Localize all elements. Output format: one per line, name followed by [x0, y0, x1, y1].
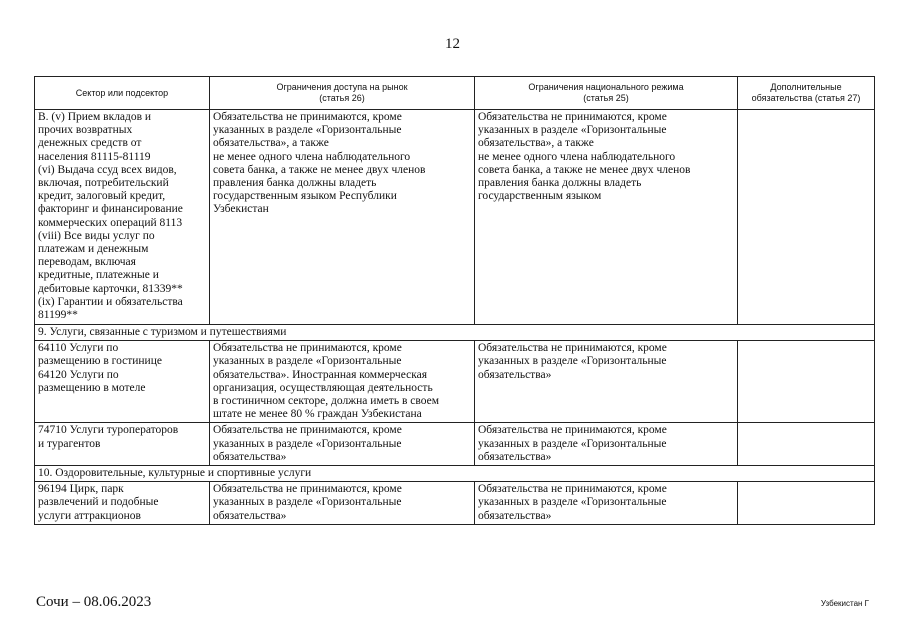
- text-line: кредит, залоговый кредит,: [38, 190, 166, 203]
- additional-cell: [738, 110, 875, 325]
- text-line: указанных в разделе «Горизонтальные: [213, 355, 402, 368]
- section-heading-row: [35, 466, 875, 482]
- text-line: денежных средств от: [38, 137, 142, 150]
- text-line: Ограничения доступа на рынок: [276, 82, 408, 92]
- text-line: обязательства»: [213, 509, 287, 522]
- sector-cell: [35, 110, 210, 325]
- text-line: совета банка, а также не менее двух членов: [478, 163, 691, 176]
- text-line: услуги аттракционов: [38, 509, 141, 522]
- text-line: государственным языком: [478, 190, 602, 203]
- text-line: 81199**: [38, 309, 78, 322]
- text-line: 64120 Услуги по: [38, 368, 119, 381]
- market-access-cell: [210, 423, 475, 466]
- text-line: указанных в разделе «Горизонтальные: [213, 124, 402, 137]
- text-line: Обязательства не принимаются, кроме: [213, 483, 402, 496]
- text-line: (ix) Гарантии и обязательства: [38, 295, 183, 308]
- national-treatment-cell: [475, 423, 738, 466]
- text-line: кредитные, платежные и: [38, 269, 159, 282]
- text-line: включая, потребительский: [38, 177, 169, 190]
- text-line: Сектор или подсектор: [75, 87, 169, 98]
- header-market-access: [210, 77, 475, 110]
- text-line: Обязательства не принимаются, кроме: [478, 483, 667, 496]
- text-line: развлечений и подобные: [38, 496, 159, 509]
- market-access-cell: [210, 110, 475, 325]
- market-access-cell: [210, 341, 475, 423]
- section-heading: 10. Оздоровительные, культурные и спортивные услуги: [35, 466, 875, 482]
- text-line: совета банка, а также не менее двух членов: [213, 163, 426, 176]
- text-line: Обязательства не принимаются, кроме: [478, 342, 667, 355]
- commitments-table: [34, 76, 875, 525]
- additional-cell: [738, 341, 875, 423]
- text-line: организация, осуществляющая деятельность: [213, 381, 433, 394]
- text-line: не менее одного члена наблюдательного: [478, 150, 676, 163]
- text-line: размещению в мотеле: [38, 381, 146, 394]
- text-line: обязательства», а также: [213, 137, 329, 150]
- text-line: Ограничения национального режима: [528, 82, 684, 92]
- text-line: (viii) Все виды услуг по: [38, 229, 155, 242]
- page-number: 12: [445, 36, 460, 52]
- text-line: переводам, включая: [38, 256, 136, 269]
- table-header-row: [35, 77, 875, 110]
- sector-cell: [35, 341, 210, 423]
- header-national-treatment: [475, 77, 738, 110]
- table-row: [35, 482, 875, 525]
- text-line: платежам и денежным: [38, 243, 149, 256]
- text-line: правления банка должны владеть: [213, 177, 377, 190]
- text-line: указанных в разделе «Горизонтальные: [478, 496, 667, 509]
- market-access-cell: [210, 482, 475, 525]
- national-treatment-cell: [475, 482, 738, 525]
- text-line: обязательства». Иностранная коммерческая: [213, 368, 428, 381]
- header-sector: [35, 77, 210, 110]
- text-line: и турагентов: [38, 437, 101, 450]
- national-treatment-cell: [475, 110, 738, 325]
- additional-cell: [738, 482, 875, 525]
- text-line: обязательства»: [213, 450, 287, 463]
- table-row: [35, 110, 875, 325]
- national-treatment-cell: [475, 341, 738, 423]
- sector-cell: [35, 482, 210, 525]
- text-line: правления банка должны владеть: [478, 177, 642, 190]
- text-line: Обязательства не принимаются, кроме: [213, 424, 402, 437]
- text-line: указанных в разделе «Горизонтальные: [478, 355, 667, 368]
- text-line: указанных в разделе «Горизонтальные: [478, 437, 667, 450]
- text-line: указанных в разделе «Горизонтальные: [213, 437, 402, 450]
- footer-document-id: Узбекистан Г: [820, 599, 869, 608]
- header-additional-commitments: [738, 77, 875, 110]
- text-line: В. (v) Прием вкладов и: [38, 111, 152, 123]
- text-line: в гостиничном секторе, должна иметь в своем: [213, 395, 439, 408]
- section-heading: 9. Услуги, связанные с туризмом и путешествиями: [35, 325, 875, 341]
- text-line: размещению в гостинице: [38, 355, 162, 368]
- text-line: Узбекистан: [213, 203, 269, 216]
- text-line: прочих возвратных: [38, 124, 133, 137]
- text-line: обязательства (статья 27): [751, 93, 861, 103]
- text-line: указанных в разделе «Горизонтальные: [478, 124, 667, 137]
- text-line: коммерческих операций 8113: [38, 216, 183, 229]
- text-line: обязательства», а также: [478, 137, 594, 150]
- footer-place-date: Сочи – 08.06.2023: [36, 594, 152, 610]
- text-line: (статья 26): [319, 93, 365, 103]
- text-line: (статья 25): [583, 93, 629, 103]
- text-line: обязательства»: [478, 450, 552, 463]
- text-line: факторинг и финансирование: [38, 203, 183, 216]
- text-line: указанных в разделе «Горизонтальные: [213, 496, 402, 509]
- text-line: обязательства»: [478, 509, 552, 522]
- text-line: Обязательства не принимаются, кроме: [478, 111, 667, 123]
- section-heading-row: [35, 325, 875, 341]
- text-line: Обязательства не принимаются, кроме: [478, 424, 667, 437]
- text-line: штате не менее 80 % граждан Узбекистана: [213, 408, 422, 421]
- text-line: 74710 Услуги туроператоров: [38, 424, 179, 437]
- text-line: Обязательства не принимаются, кроме: [213, 342, 402, 355]
- text-line: Обязательства не принимаются, кроме: [213, 111, 402, 123]
- text-line: дебитовые карточки, 81339**: [38, 282, 183, 295]
- text-line: 96194 Цирк, парк: [38, 483, 124, 496]
- table-row: [35, 341, 875, 423]
- text-line: населения 81115-81119: [38, 150, 151, 163]
- text-line: обязательства»: [478, 368, 552, 381]
- table-row: [35, 423, 875, 466]
- text-line: 64110 Услуги по: [38, 342, 119, 355]
- sector-cell: [35, 423, 210, 466]
- text-line: государственным языком Республики: [213, 190, 397, 203]
- text-line: (vi) Выдача ссуд всех видов,: [38, 163, 177, 176]
- text-line: Дополнительные: [770, 82, 842, 92]
- additional-cell: [738, 423, 875, 466]
- text-line: не менее одного члена наблюдательного: [213, 150, 411, 163]
